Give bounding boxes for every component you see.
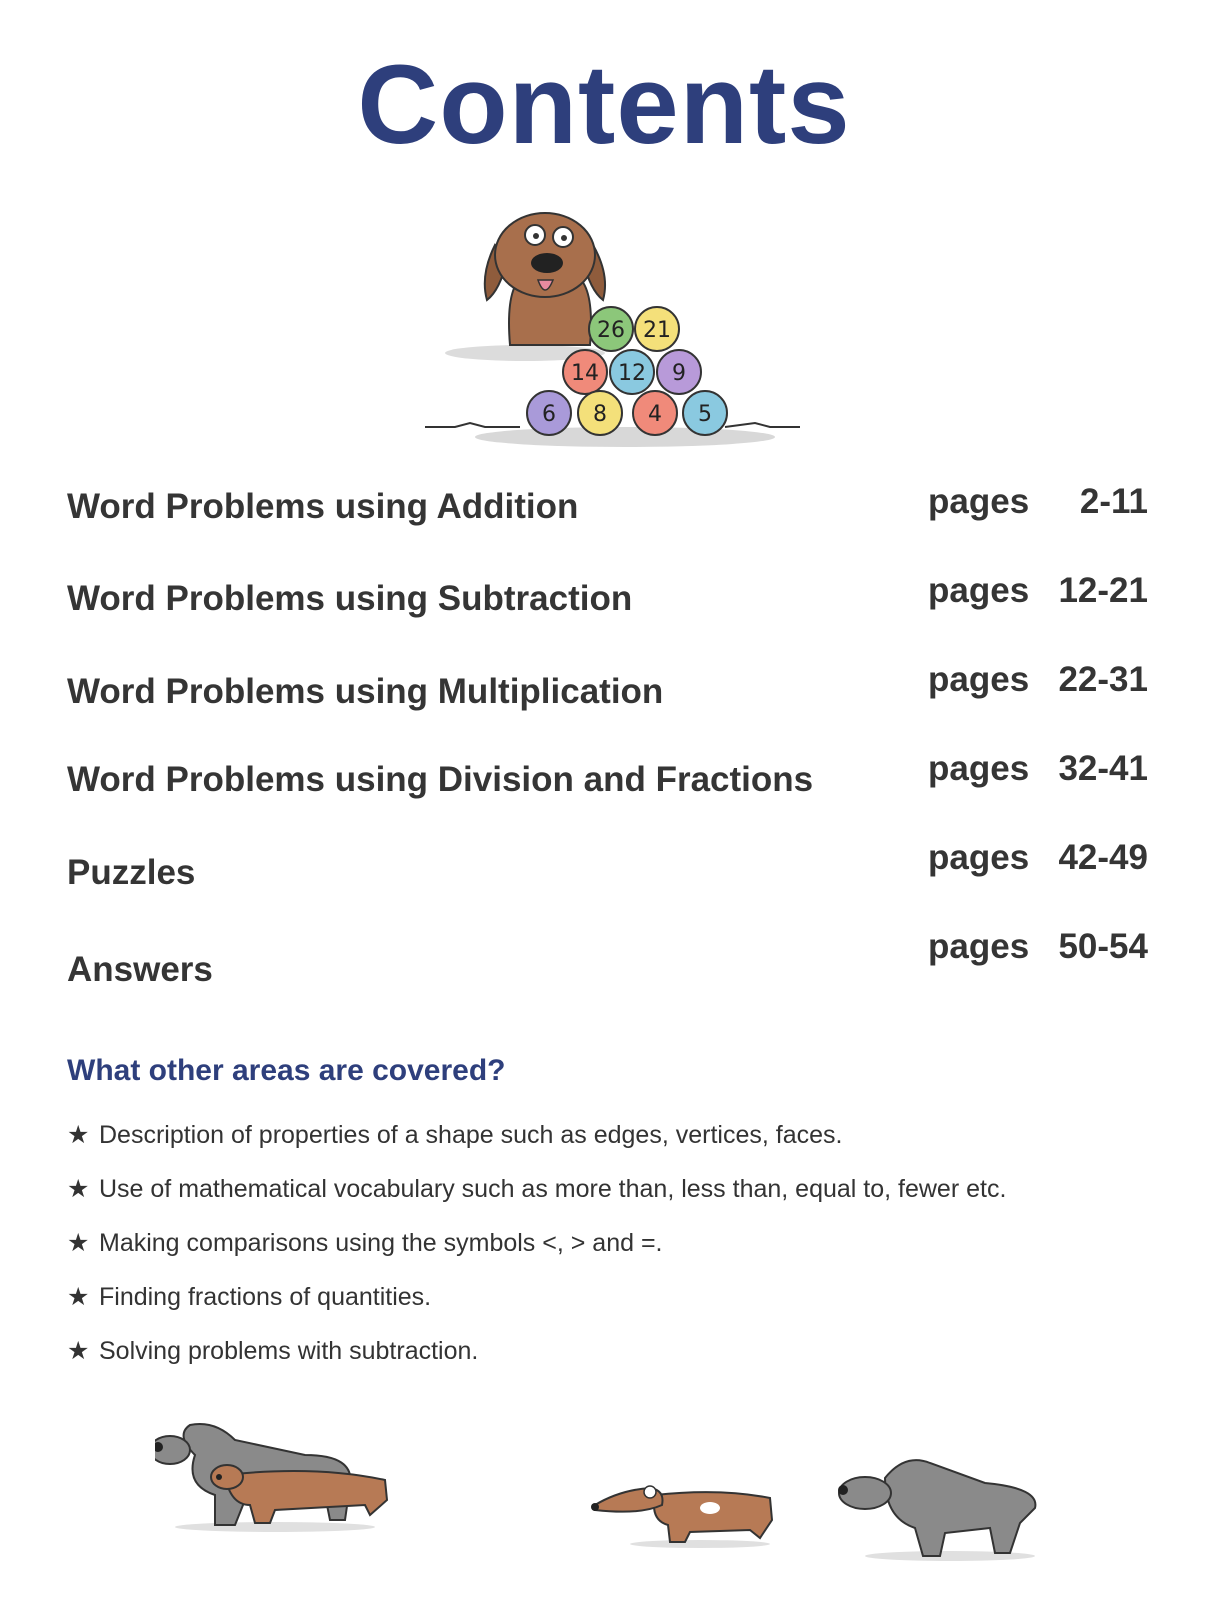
list-item (67, 1120, 1006, 1174)
shaggy-grey-dog-illustration (835, 1448, 1045, 1563)
page-range: 42-49 (1058, 838, 1148, 877)
page-title: Contents (357, 42, 851, 167)
number-ball-label: 26 (597, 318, 625, 343)
star-icon: ★ (67, 1283, 90, 1311)
toc-item-multiplication: Word Problems using Multiplication (67, 672, 664, 711)
number-ball-label: 9 (672, 361, 686, 386)
number-ball-label: 12 (618, 361, 646, 386)
other-areas-heading: What other areas are covered? (67, 1054, 506, 1087)
list-item (67, 1282, 1006, 1336)
page-range: 22-31 (1058, 660, 1148, 699)
number-ball-label: 4 (648, 402, 662, 427)
number-ball-label: 8 (593, 402, 607, 427)
toc-pages-answers (928, 927, 1148, 967)
toc-pages-division-fractions (928, 749, 1148, 789)
toc-item-addition: Word Problems using Addition (67, 487, 579, 526)
toc-pages-multiplication (928, 660, 1148, 700)
list-item-text: Solving problems with subtraction. (99, 1337, 479, 1365)
page-range: 12-21 (1058, 571, 1148, 610)
toc-item-division-fractions: Word Problems using Division and Fractions (67, 760, 814, 799)
star-icon: ★ (67, 1337, 90, 1365)
grey-and-dachshund-dogs-illustration (155, 1415, 405, 1535)
toc-item-subtraction: Word Problems using Subtraction (67, 579, 633, 618)
list-item-text: Making comparisons using the symbols <, > and =. (99, 1229, 663, 1257)
pages-word: pages (928, 660, 1030, 699)
number-ball-label: 14 (571, 361, 599, 386)
list-item (67, 1336, 1006, 1390)
list-item-text: Description of properties of a shape such as edges, vertices, faces. (99, 1121, 843, 1149)
list-item-text: Finding fractions of quantities. (99, 1283, 432, 1311)
toc-pages-addition (928, 482, 1148, 522)
toc-pages-puzzles (928, 838, 1148, 878)
pages-word: pages (928, 482, 1030, 521)
pages-word: pages (928, 927, 1030, 966)
dog-with-number-balls-illustration (425, 205, 815, 465)
number-ball-label: 5 (698, 402, 712, 427)
other-areas-list (67, 1120, 1006, 1390)
toc-item-puzzles: Puzzles (67, 853, 196, 892)
pages-word: pages (928, 749, 1030, 788)
number-ball-label: 21 (643, 318, 671, 343)
list-item-text: Use of mathematical vocabulary such as more than, less than, equal to, fewer etc. (99, 1175, 1007, 1203)
pages-word: pages (928, 571, 1030, 610)
star-icon: ★ (67, 1121, 90, 1149)
number-ball-label: 6 (542, 402, 556, 427)
list-item (67, 1228, 1006, 1282)
star-icon: ★ (67, 1175, 90, 1203)
dachshund-illustration (590, 1470, 780, 1550)
toc-item-answers: Answers (67, 950, 213, 989)
star-icon: ★ (67, 1229, 90, 1257)
page-range: 32-41 (1058, 749, 1148, 788)
list-item (67, 1174, 1006, 1228)
pages-word: pages (928, 838, 1030, 877)
page-range: 2-11 (1079, 482, 1148, 521)
toc-pages-subtraction (928, 571, 1148, 611)
page-range: 50-54 (1058, 927, 1148, 966)
